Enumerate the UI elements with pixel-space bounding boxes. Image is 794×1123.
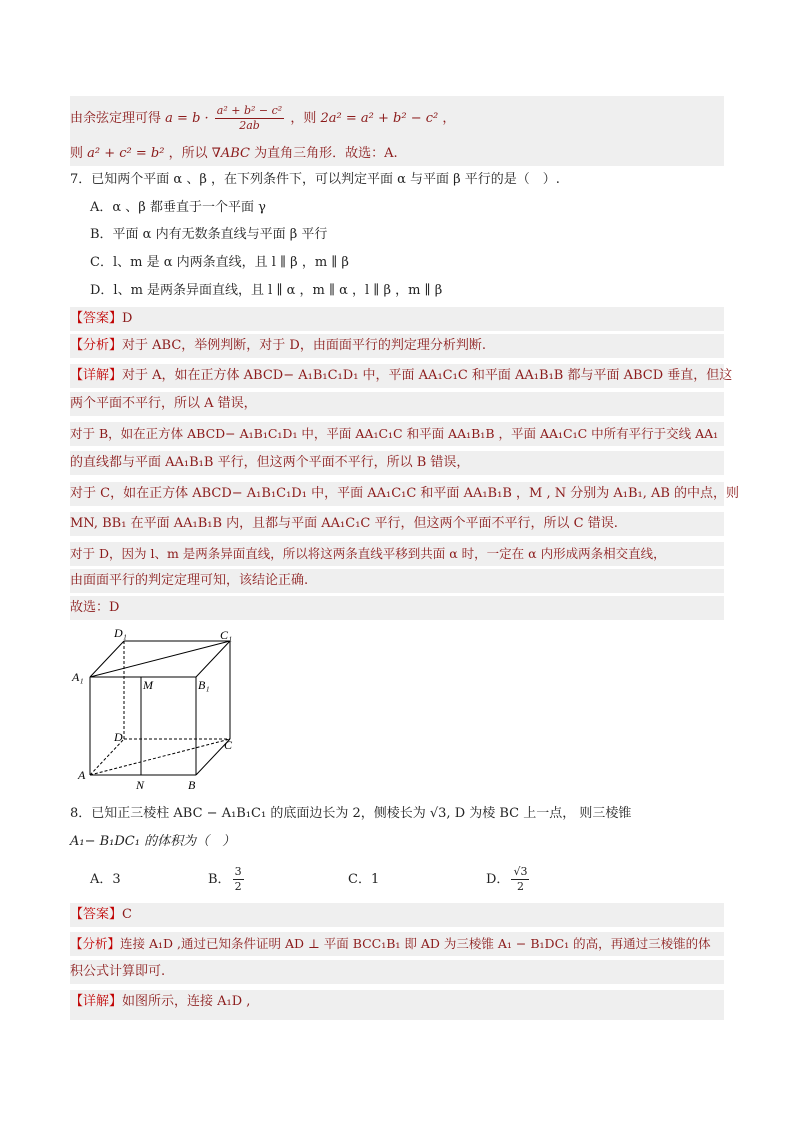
fraction [215,104,284,133]
label-d1: D₁ [114,627,127,640]
prev-line-2 [70,142,724,166]
label-c: C [224,738,233,752]
q7-detail-1 [70,364,733,388]
label-d: D [114,730,123,744]
q8-stem-1: 8．已知正三棱柱 ABC − A₁B₁C₁ 的底面边长为 2，侧棱长为 √3, D 为棱 BC 上一点， 则三棱锥 [70,806,632,821]
q7-detail-4: 的直线都与平面 AA₁B₁B 平行，但这两个平面不平行，所以 B 错误， [70,451,724,475]
answer-value: D [122,311,133,326]
answer-value: C [122,907,132,922]
label-b1: B₁ [198,678,210,692]
formula: a = b · [165,111,209,126]
q8-answer [70,903,724,927]
cube-figure [70,627,236,792]
fraction-denominator: 2 [516,880,524,893]
label-a: A [78,768,86,782]
q8-analysis-2: 积公式计算即可. [70,960,724,984]
q8-option-d [486,862,531,898]
fraction-denominator: 2ab [239,119,260,132]
option-label: D． [486,872,510,887]
q8-option-a: A．3 [90,872,121,887]
label-m: M [143,678,153,692]
q7-option-d: D．l、m 是两条异面直线，且 l ∥ α ，m ∥ α ，l ∥ β ，m ∥ β [90,283,443,298]
prev-text: ，则 [290,111,317,126]
label-a1: A₁ [72,670,84,684]
q7-detail-3: 对于 B，如在正方体 ABCD− A₁B₁C₁D₁ 中，平面 AA₁C₁C 和平面 AA₁B₁B ，平面 AA₁C₁C 中所有平行于交线 AA₁ [70,422,724,446]
label-n: N [136,778,145,792]
q7-option-c: C．l、m 是 α 内两条直线，且 l ∥ β ，m ∥ β [90,255,349,270]
q8-options [90,862,724,898]
prev-text: 由余弦定理可得 [70,111,162,126]
q7-option-a: A．α 、β 都垂直于一个平面 γ [90,200,266,215]
q8-detail [70,990,724,1020]
label-c1: C₁ [220,628,233,642]
q8-analysis-1 [70,932,724,956]
detail-tag: 【详解】 [70,994,123,1009]
cube-diagram [70,627,236,792]
q7-option-b: B．平面 α 内有无数条直线与平面 β 平行 [90,227,328,242]
q8-option-c: C．1 [348,872,380,887]
q7-analysis [70,334,724,358]
label-b: B [188,778,196,792]
q7-detail-8: 由面面平行的判定定理可知，该结论正确. [70,569,724,593]
fraction-numerator: a² + b² − c² [216,104,283,117]
detail-tag: 【详解】 [70,368,123,383]
prev-text: ， [442,111,456,126]
detail-text: 如图所示，连接 A₁D , [122,994,251,1009]
option-label: B． [208,872,231,887]
detail-text: 对于 A，如在正方体 ABCD− A₁B₁C₁D₁ 中，平面 AA₁C₁C 和平面 AA₁B₁B 都与平面 ABCD 垂直，但这 [122,368,733,383]
prev-text: ，所以 [168,146,208,161]
fraction [233,865,244,894]
q7-detail-2: 两个平面不平行，所以 A 错误， [70,392,724,416]
q7-answer [70,307,724,331]
q7-detail-7: 对于 D，因为 l、m 是两条异面直线，所以将这两条直线平移到共面 α 时，一定在 α 内形成两条相交直线， [70,542,724,566]
prev-text: 则 [70,146,84,161]
formula: 2a² = a² + b² − c² [320,111,439,126]
fraction [511,865,529,894]
q8-stem-2: A₁− B₁DC₁ 的体积为（ ） [70,834,236,849]
fraction-denominator: 2 [234,880,242,893]
q7-detail-5: 对于 C，如在正方体 ABCD− A₁B₁C₁D₁ 中，平面 AA₁C₁C 和平面 AA₁B₁B ，M , N 分别为 A₁B₁, AB 的中点，则 [70,482,724,506]
prev-text: 为直角三角形．故选：A. [254,146,398,161]
fraction-numerator: 3 [234,865,242,878]
answer-tag: 【答案】 [70,907,123,922]
analysis-tag: 【分析】 [70,936,121,951]
prev-line-1 [70,96,724,142]
formula: ∇ABC [211,146,250,161]
analysis-tag: 【分析】 [70,338,123,353]
answer-tag: 【答案】 [70,311,123,326]
analysis-text: 连接 A₁D ,通过已知条件证明 AD ⊥ 平面 BCC₁B₁ 即 AD 为三棱锥 A₁ − B₁DC₁ 的高，再通过三棱锥的体 [120,936,711,951]
q7-stem: 7．已知两个平面 α 、β ，在下列条件下，可以判定平面 α 与平面 β 平行的是（ ）. [70,172,560,187]
q7-detail-9: 故选：D [70,596,724,620]
formula: a² + c² = b² [87,146,165,161]
q8-option-b [208,862,246,898]
analysis-text: 对于 ABC，举例判断，对于 D，由面面平行的判定理分析判断. [122,338,486,353]
q7-detail-6: MN, BB₁ 在平面 AA₁B₁B 内，且都与平面 AA₁C₁C 平行，但这两个平面不平行，所以 C 错误. [70,512,724,536]
fraction-numerator: √3 [513,865,528,878]
